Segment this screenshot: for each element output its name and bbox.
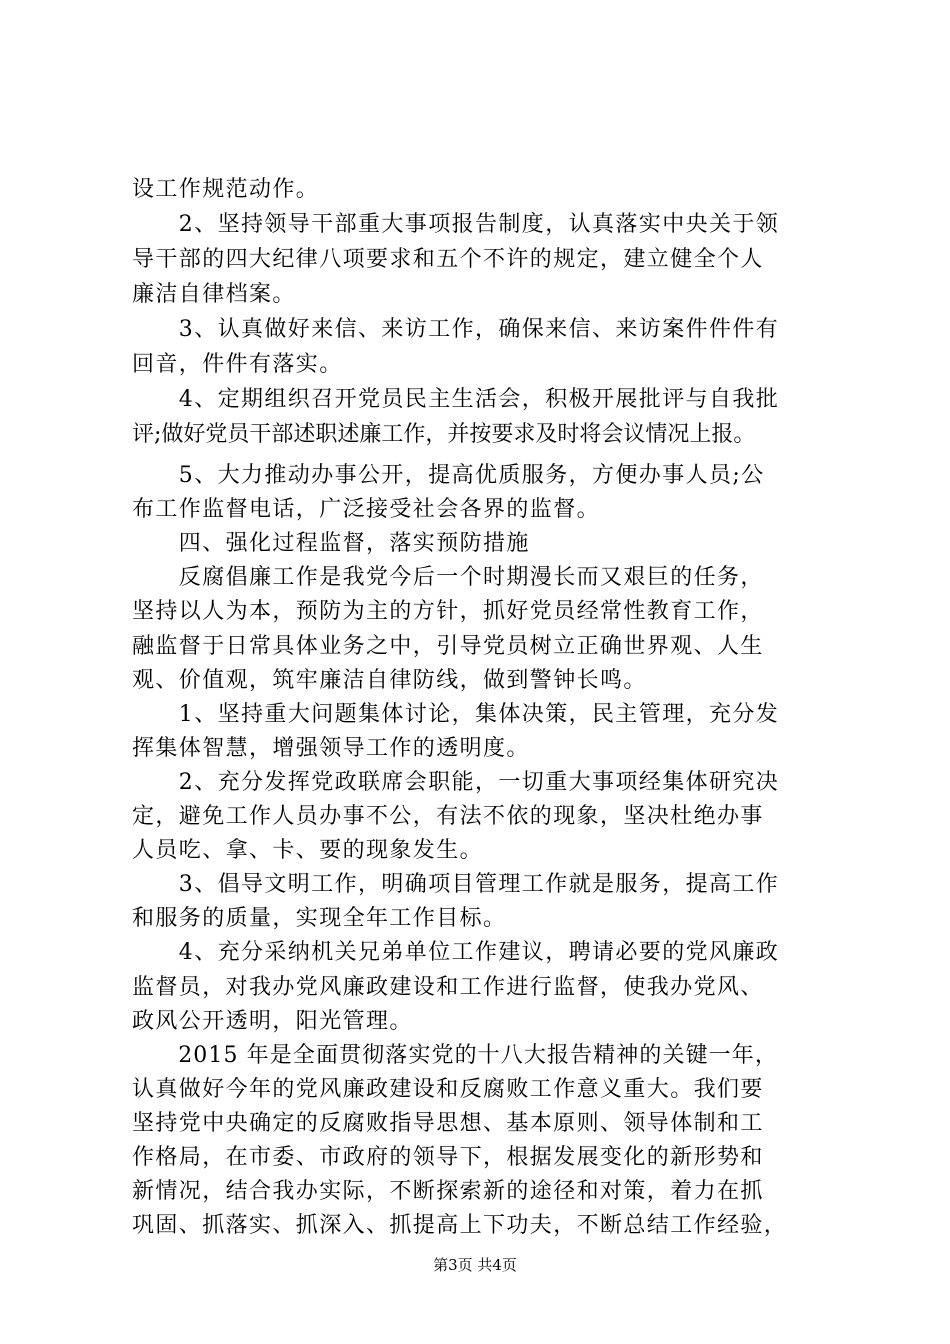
text-line: 2015 年是全面贯彻落实党的十八大报告精神的关键一年， <box>132 1043 778 1068</box>
text-line: 作格局，在市委、市政府的领导下，根据发展变化的新形势和 <box>132 1145 764 1170</box>
text-line: 融监督于日常具体业务之中，引导党员树立正确世界观、人生 <box>132 634 764 659</box>
section-heading: 四、强化过程监督，落实预防措施 <box>132 531 530 556</box>
text-line: 布工作监督电话，广泛接受社会各界的监督。 <box>132 497 601 522</box>
text-line: 观、价值观，筑牢廉洁自律防线，做到警钟长鸣。 <box>132 668 647 693</box>
text-line: 导干部的四大纪律八项要求和五个不许的规定，建立健全个人 <box>132 247 764 272</box>
text-line: 4、充分采纳机关兄弟单位工作建议，聘请必要的党风廉政 <box>132 940 780 965</box>
text-line: 廉洁自律档案。 <box>132 282 296 307</box>
text-line: 4、定期组织召开党员民主生活会，积极开展批评与自我批 <box>132 387 780 412</box>
text-line: 监督员，对我办党风廉政建设和工作进行监督，使我办党风、 <box>132 975 764 1000</box>
text-line: 坚持以人为本，预防为主的方针，抓好党员经常性教育工作， <box>132 599 764 624</box>
text-line: 回音，件件有落实。 <box>132 352 343 377</box>
text-line: 2、坚持领导干部重大事项报告制度，认真落实中央关于领 <box>132 212 780 237</box>
text-line: 政风公开透明，阳光管理。 <box>132 1009 413 1034</box>
text-line: 新情况，结合我办实际，不断探索新的途径和对策，着力在抓 <box>132 1179 764 1204</box>
text-line: 1、坚持重大问题集体讨论，集体决策，民主管理，充分发 <box>132 702 780 727</box>
text-line: 认真做好今年的党风廉政建设和反腐败工作意义重大。我们要 <box>132 1077 764 1102</box>
text-line: 3、倡导文明工作，明确项目管理工作就是服务，提高工作 <box>132 872 780 897</box>
text-line: 3、认真做好来信、来访工作，确保来信、来访案件件件有 <box>132 317 780 342</box>
text-line: 巩固、抓落实、抓深入、抓提高上下功夫，不断总结工作经验， <box>132 1213 788 1238</box>
text-line: 5、大力推动办事公开，提高优质服务，方便办事人员;公 <box>132 463 765 488</box>
text-line: 挥集体智慧，增强领导工作的透明度。 <box>132 736 530 761</box>
text-line: 人员吃、拿、卡、要的现象发生。 <box>132 838 484 863</box>
text-line: 定，避免工作人员办事不公，有法不依的现象，坚决杜绝办事 <box>132 804 764 829</box>
text-line: 坚持党中央确定的反腐败指导思想、基本原则、领导体制和工 <box>132 1111 764 1136</box>
text-line: 反腐倡廉工作是我党今后一个时期漫长而又艰巨的任务， <box>132 565 764 590</box>
page-footer: 第3页 共4页 <box>433 1256 517 1274</box>
text-line: 2、充分发挥党政联席会职能，一切重大事项经集体研究决 <box>132 770 780 795</box>
text-line: 设工作规范动作。 <box>132 177 320 202</box>
text-line: 和服务的质量，实现全年工作目标。 <box>132 906 507 931</box>
text-line: 评;做好党员干部述职述廉工作，并按要求及时将会议情况上报。 <box>132 422 756 447</box>
